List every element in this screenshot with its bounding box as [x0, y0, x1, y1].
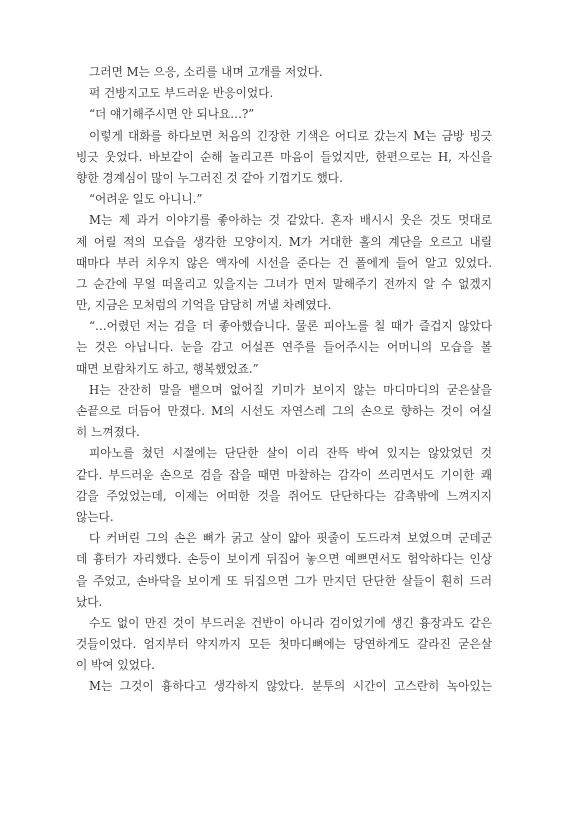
text-line: 을 주었고, 손바닥을 보이게 또 뒤집으면 그가 만지던 단단한 살들이 훤히 드러: [76, 573, 492, 588]
text-line: 만, 지금은 모처럼의 기억을 담담히 꺼낼 차례였다.: [76, 298, 332, 313]
text-line: 것들이었다. 엄지부터 약지까지 모든 첫마디뼈에는 당연하게도 갈라진 굳은살: [76, 637, 492, 652]
text-line: 않는다.: [76, 509, 114, 524]
text-line: 다 커버린 그의 손은 뼈가 굵고 살이 얇아 핏줄이 도드라져 보였으며 군데군: [89, 531, 492, 546]
text-line: 퍽 건방지고도 부드러운 반응이었다.: [89, 86, 274, 101]
text-line: 빙긋 웃었다. 바보같이 순해 놀리고픈 마음이 들었지만, 한편으로는 H, 자신을: [76, 149, 492, 164]
text-line: 손끝으로 더듬어 만졌다. M의 시선도 자연스레 그의 손으로 향하는 것이 여실: [76, 404, 492, 418]
text-line: 는 것은 아닙니다. 눈을 감고 어설픈 연주를 들어주시는 어머니의 모습을 볼: [76, 340, 492, 355]
text-line: “어려운 일도 아니니.”: [89, 192, 203, 207]
text-line: M는 제 과거 이야기를 좋아하는 것 같았다. 혼자 배시시 웃은 것도 멋대로: [89, 213, 492, 228]
text-line: 피아노를 쳤던 시절에는 단단한 살이 이리 잔뜩 박여 있지는 않았었던 것: [89, 446, 492, 461]
text-line: 때마다 부러 치우지 않은 액자에 시선을 준다는 건 폴에게 들어 알고 있었다.: [76, 255, 492, 270]
text-line: “더 얘기해주시면 안 되나요…?”: [89, 107, 255, 122]
text-line: M는 그것이 흉하다고 생각하지 않았다. 분투의 시간이 고스란히 녹아있는: [89, 679, 492, 694]
text-line: 데 흉터가 자리했다. 손등이 보이게 뒤집어 놓으면 예쁘면서도 험악하다는 인상: [76, 552, 492, 567]
text-line: 수도 없이 만진 것이 부드러운 건반이 아니라 검이었기에 생긴 흉장과도 같은: [89, 615, 492, 630]
text-line: 제 어릴 적의 모습을 생각한 모양이지. M가 거대한 홀의 계단을 오르고 내릴: [76, 234, 492, 249]
text-line: 났다.: [76, 594, 103, 609]
text-line: 그러면 M는 으응, 소리를 내며 고개를 저었다.: [89, 65, 323, 79]
text-line: 히 느껴졌다.: [76, 425, 140, 440]
text-line: 이렇게 대화를 하다보면 처음의 긴장한 기색은 어디로 갔는지 M는 금방 빙긋: [89, 128, 492, 143]
text-line: 향한 경계심이 많이 누그러진 것 같아 기껍기도 했다.: [76, 170, 343, 185]
text-line: 이 박여 있었다.: [76, 658, 155, 673]
text-line: 때면 보람차기도 하고, 행복했었죠.”: [76, 361, 259, 376]
text-line: H는 잔잔히 말을 뱉으며 없어질 기미가 보이지 않는 마디마디의 굳은살을: [89, 382, 492, 397]
page-text: [76, 62, 492, 698]
text-line: 같다. 부드러운 손으로 검을 잡을 때면 마찰하는 감각이 쓰리면서도 기이한 쾌: [76, 467, 492, 482]
text-line: 감을 주었었는데, 이제는 어떠한 것을 쥐어도 단단하다는 감촉밖에 느껴지지: [76, 488, 492, 503]
text-line: 그 순간에 무얼 떠올리고 있을지는 그녀가 먼저 말해주기 전까지 알 수 없겠지: [76, 276, 492, 291]
text-line: “…어렸던 저는 검을 더 좋아했습니다. 물론 피아노를 칠 때가 즐겁지 않았다: [89, 319, 492, 334]
